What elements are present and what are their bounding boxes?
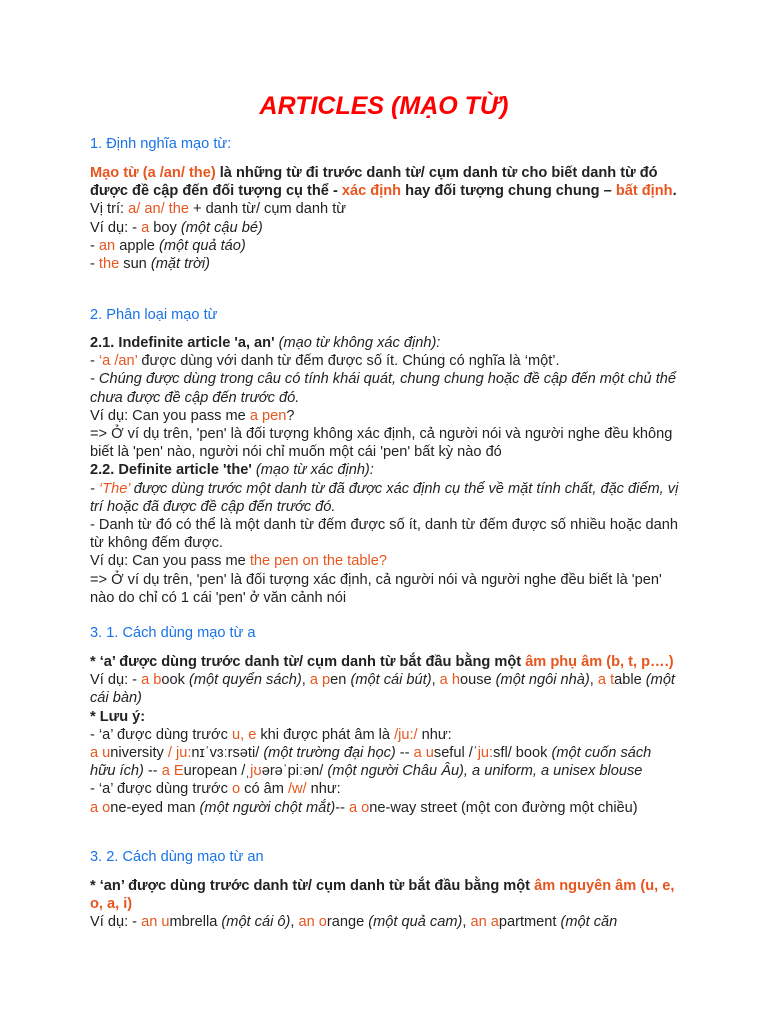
term-indefinite: bất định [615, 183, 673, 200]
definite-rule-2: - Danh từ đó có thể là một danh từ đếm được số ít, danh từ đếm được số nhiều hoặc danh từ không đếm được. [90, 517, 679, 552]
note-rule-u-e: - ‘a’ được dùng trước u, e khi được phát âm là /ju:/ như: [90, 726, 452, 743]
definition-text: là những từ đi trước danh từ/ cụm danh từ cho biết danh từ đó được đề cập đến đối tượng cụ thể - [90, 165, 658, 200]
article-an-examples: Ví dụ: - an umbrella (một cái ô), an orange (một quả cam), an apartment (một căn [90, 914, 618, 931]
definite-example: Ví dụ: Can you pass me the pen on the table? [90, 553, 387, 570]
subheading-definite: 2.2. Definite article 'the' (mạo từ xác định): [90, 462, 374, 479]
note-rule-o: - ‘a’ được dùng trước o có âm /w/ như: [90, 781, 341, 798]
subheading-indefinite: 2.1. Indefinite article 'a, an' (mạo từ không xác định): [90, 335, 441, 351]
indefinite-rule-1: - ‘a /an’ được dùng với danh từ đếm được số ít. Chúng có nghĩa là ‘một’. [90, 353, 560, 370]
note-examples-u-e: a university / ju:nɪˈvɜːrsəti/ (một trường đại học) -- a useful /ˈju:sfl/ book (một cuốn sách hữu ích) -- a European /ˌjʊərəˈpiːən/ (một người Châu Âu), a uniform, a unisex blouse [90, 745, 652, 780]
example-line-2: - an apple (một quả táo) [90, 237, 246, 254]
example-line-3: - the sun (mặt trời) [90, 256, 210, 273]
definition-period: . [672, 183, 677, 200]
article-a-rule: * ‘a’ được dùng trước danh từ/ cụm danh từ bắt đầu bằng một âm phụ âm (b, t, p….) [90, 654, 674, 670]
section-heading-definition: 1. Định nghĩa mạo từ: [90, 136, 232, 152]
section-article-an-body [90, 877, 680, 932]
section-definition-body [90, 164, 680, 273]
definite-explanation: => Ở ví dụ trên, 'pen' là đối tượng xác định, cả người nói và người nghe đều biết là 'pen' nào do chỉ có 1 cái 'pen' ở văn cảnh nói [90, 571, 662, 606]
section-heading-article-a: 3. 1. Cách dùng mạo từ a [90, 625, 256, 641]
position-line: Vị trí: a/ an/ the + danh từ/ cụm danh từ [90, 201, 347, 218]
note-heading: * Lưu ý: [90, 708, 146, 725]
definition-text-2: hay đối tượng chung chung – [401, 183, 616, 200]
page-title: ARTICLES (MẠO TỪ) [259, 92, 509, 120]
term-definite: xác định [341, 183, 402, 200]
definition-paragraph [90, 164, 680, 200]
article-a-examples: Ví dụ: - a book (một quyển sách), a pen (một cái bút), a house (một ngôi nhà), a table (một cái bàn) [90, 672, 675, 707]
section-heading-classification: 2. Phân loại mạo từ [90, 307, 218, 323]
section-classification-body [90, 334, 680, 607]
section-article-a-body [90, 653, 680, 817]
indefinite-rule-2: - Chúng được dùng trong câu có tính khái quát, chung chung hoặc đề cập đến một chủ thể chưa được đề cập đến trước đó. [90, 371, 677, 406]
note-examples-o: a one-eyed man (một người chột mắt)-- a one-way street (một con đường một chiều) [90, 799, 638, 816]
example-line-1: Ví dụ: - a boy (một cậu bé) [90, 219, 263, 236]
article-an-rule: * ‘an’ được dùng trước danh từ/ cụm danh từ bắt đầu bằng một âm nguyên âm (u, e, o, a, i) [90, 878, 675, 913]
section-heading-article-an: 3. 2. Cách dùng mạo từ an [90, 849, 264, 865]
term-articles: Mạo từ (a /an/ the) [90, 165, 216, 181]
indefinite-example: Ví dụ: Can you pass me a pen? [90, 407, 295, 424]
definite-rule-1: - ‘The’ được dùng trước một danh từ đã được xác định cụ thể về mặt tính chất, đặc điểm, vị trí hoặc đã được đề cập đến trước đó. [90, 480, 679, 515]
indefinite-explanation: => Ở ví dụ trên, 'pen' là đối tượng không xác định, cả người nói và người nghe đều không biết là 'pen' nào, người nói chỉ muốn một cái 'pen' bất kỳ nào đó [90, 426, 673, 461]
